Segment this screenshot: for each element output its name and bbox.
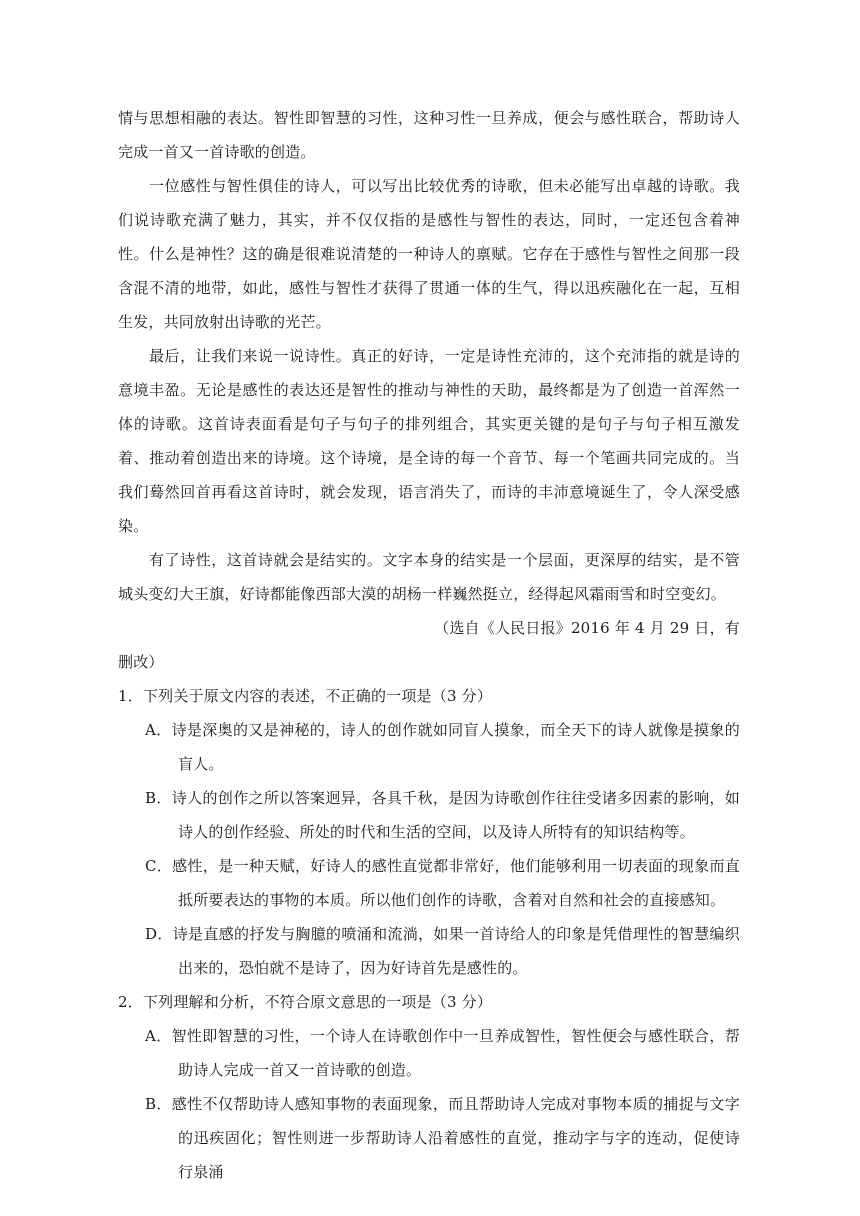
question-1-option-a: A．诗是深奥的又是神秘的，诗人的创作就如同盲人摸象，而全天下的诗人就像是摸象的盲人。 — [145, 721, 740, 773]
question-1-option-d: D．诗是直感的抒发与胸臆的喷涌和流淌，如果一首诗给人的印象是凭借理性的智慧编织出来的，恐怕就不是诗了，因为好诗首先是感性的。 — [145, 925, 740, 977]
article-paragraph-2: 一位感性与智性俱佳的诗人，可以写出比较优秀的诗歌，但未必能写出卓越的诗歌。我们说诗歌充满了魅力，其实，并不仅仅指的是感性与智性的表达，同时，一定还包含着神性。什么是神性？这的确是很难说清楚的一种诗人的禀赋。它存在于感性与智性之间那一段含混不清的地带，如此，感性与智性才获得了贯通一体的生气，得以迅疾融化在一起，互相生发，共同放射出诗歌的光芒。 — [118, 177, 740, 331]
question-1-option-b: B．诗人的创作之所以答案迥异，各具千秋，是因为诗歌创作往往受诸多因素的影响，如诗人的创作经验、所处的时代和生活的空间，以及诗人所特有的知识结构等。 — [145, 789, 740, 841]
article-source-line-2: 删改） — [118, 653, 164, 671]
article-source-line-1: （选自《人民日报》2016 年 4 月 29 日，有 — [434, 619, 740, 637]
question-2-stem: 2．下列理解和分析，不符合原文意思的一项是（3 分） — [118, 993, 493, 1011]
question-2-option-b: B．感性不仅帮助诗人感知事物的表面现象，而且帮助诗人完成对事物本质的捕捉与文字的迅疾固化；智性则进一步帮助诗人沿着感性的直觉，推动字与字的连动，促使诗行泉涌 — [145, 1095, 740, 1181]
question-1-option-c: C．感性，是一种天赋，好诗人的感性直觉都非常好，他们能够利用一切表面的现象而直抵所要表达的事物的本质。所以他们创作的诗歌，含着对自然和社会的直接感知。 — [145, 857, 740, 909]
article-paragraph-1: 情与思想相融的表达。智性即智慧的习性，这种习性一旦养成，便会与感性联合，帮助诗人完成一首又一首诗歌的创造。 — [118, 109, 740, 161]
question-1-stem: 1．下列关于原文内容的表述，不正确的一项是（3 分） — [118, 687, 493, 705]
article-paragraph-4: 有了诗性，这首诗就会是结实的。文字本身的结实是一个层面，更深厚的结实，是不管城头变幻大王旗，好诗都能像西部大漠的胡杨一样巍然挺立，经得起风霜雨雪和时空变幻。 — [118, 551, 740, 603]
document-body — [118, 101, 740, 1189]
article-paragraph-3: 最后，让我们来说一说诗性。真正的好诗，一定是诗性充沛的，这个充沛指的就是诗的意境丰盈。无论是感性的表达还是智性的推动与神性的天助，最终都是为了创造一首浑然一体的诗歌。这首诗表面看是句子与句子的排列组合，其实更关键的是句子与句子相互激发着、推动着创造出来的诗境。这个诗境，是全诗的每一个音节、每一个笔画共同完成的。当我们蓦然回首再看这首诗时，就会发现，语言消失了，而诗的丰沛意境诞生了，令人深受感染。 — [118, 347, 740, 535]
question-2-option-a: A．智性即智慧的习性，一个诗人在诗歌创作中一旦养成智性，智性便会与感性联合，帮助诗人完成一首又一首诗歌的创造。 — [145, 1027, 740, 1079]
